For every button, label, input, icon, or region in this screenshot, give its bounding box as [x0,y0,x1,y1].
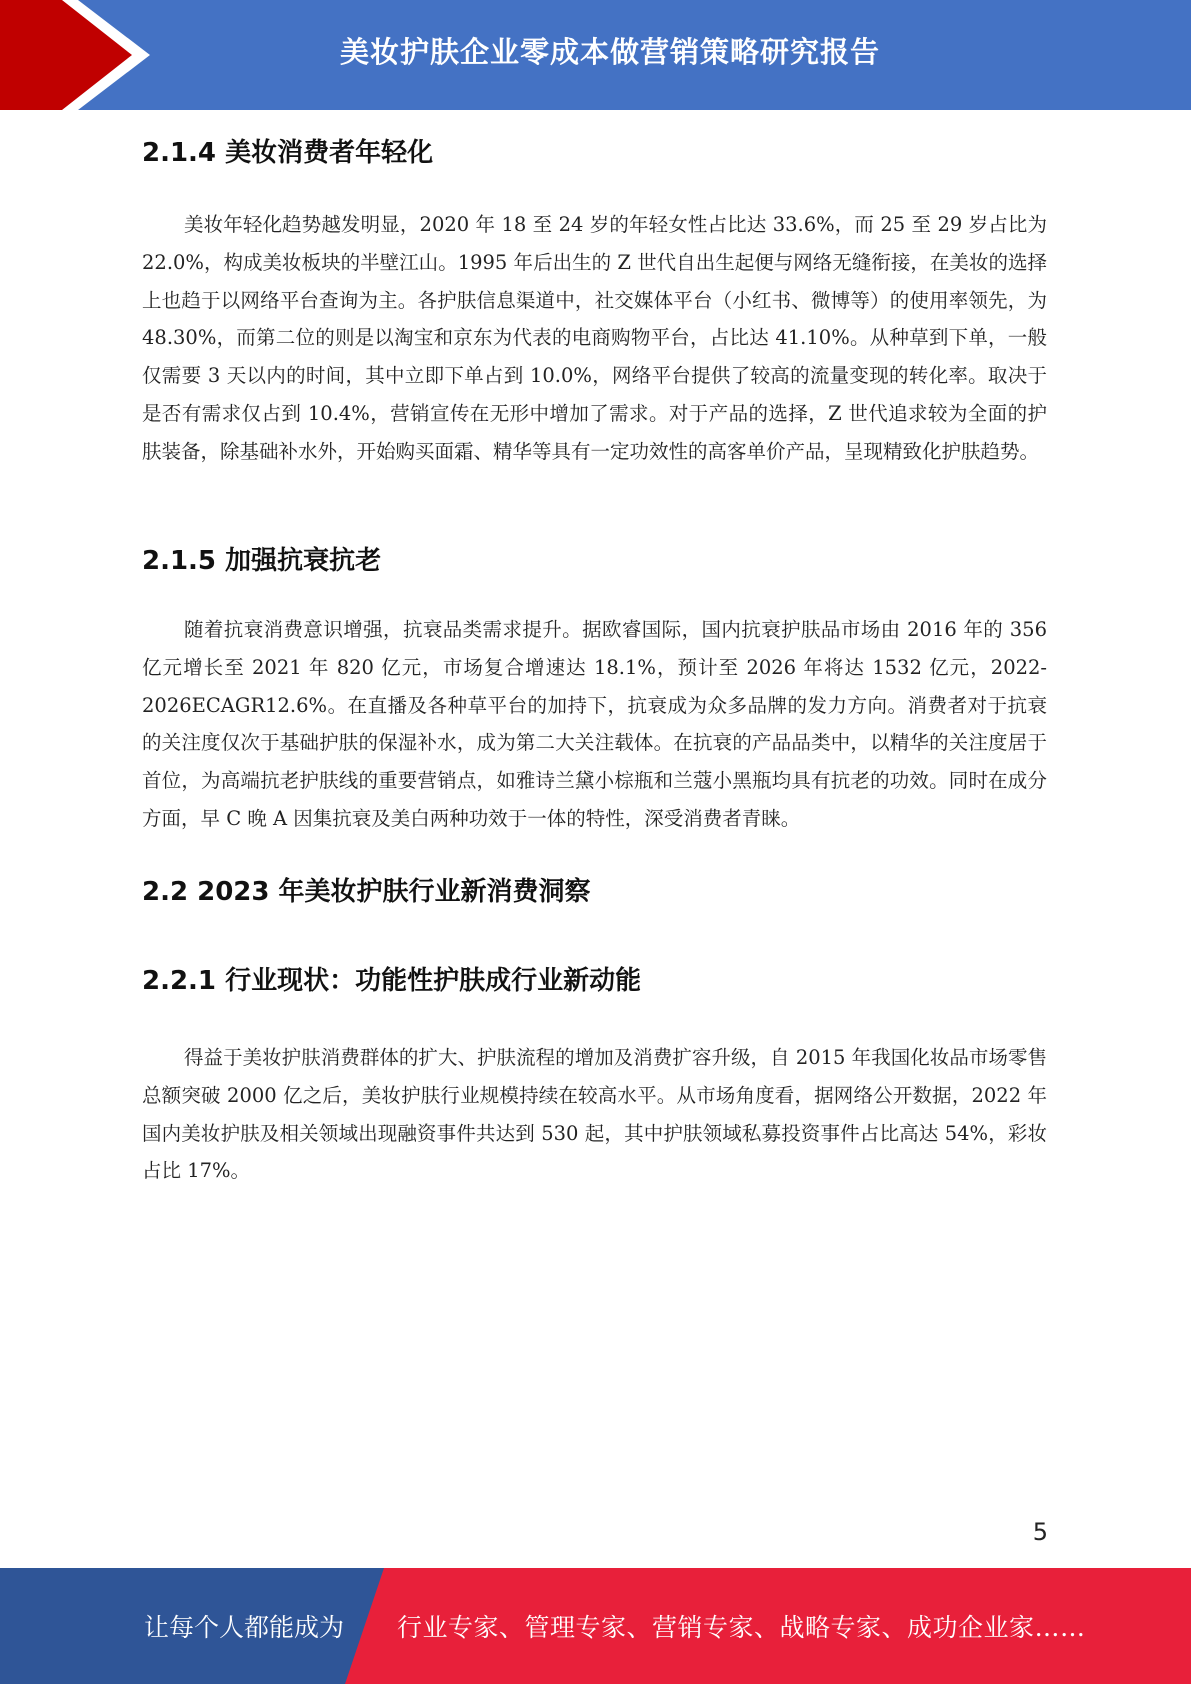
section-paragraph-2-1-5: 随着抗衰消费意识增强，抗衰品类需求提升。据欧睿国际，国内抗衰护肤品市场由 2016 年的 356 亿元增长至 2021 年 820 亿元，市场复合增速达 18.1%，预计至 2026 年将达 1532 亿元，2022-2026ECAGR12.6%。在直播及各种草平台的加持下，抗衰成为众多品牌的发力方向。消费者对于抗衰的关注度仅次于基础护肤的保湿补水，成为第二大关注载体。在抗衰的产品品类中，以精华的关注度居于首位，为高端抗老护肤线的重要营销点，如雅诗兰黛小棕瓶和兰蔻小黑瓶均具有抗老的功效。同时在成分方面，早 C 晚 A 因集抗衰及美白两种功效于一体的特性，深受消费者青睐。 [142,618,1047,830]
page-number: 5 [1032,1518,1048,1546]
page-header [0,0,1191,110]
section-heading-2-2-1: 2.2.1 行业现状：功能性护肤成行业新动能 [142,966,642,996]
page-footer [0,1568,1191,1684]
document-title: 美妆护肤企业零成本做营销策略研究报告 [339,35,880,69]
section-heading-2-2: 2.2 2023 年美妆护肤行业新消费洞察 [142,877,591,907]
footer-slogan-right: 行业专家、管理专家、营销专家、战略专家、成功企业家…… [397,1613,1086,1642]
footer-slogan-left: 让每个人都能成为 [144,1613,345,1642]
section-heading-2-1-4: 2.1.4 美妆消费者年轻化 [142,138,434,168]
section-paragraph-2-1-4: 美妆年轻化趋势越发明显，2020 年 18 至 24 岁的年轻女性占比达 33.6%，而 25 至 29 岁占比为 22.0%，构成美妆板块的半壁江山。1995 年后出生的 Z 世代自出生起便与网络无缝衔接，在美妆的选择上也趋于以网络平台查询为主。各护肤信息渠道中，社交媒体平台（小红书、微博等）的使用率领先，为 48.30%，而第二位的则是以淘宝和京东为代表的电商购物平台，占比达 41.10%。从种草到下单，一般仅需要 3 天以内的时间，其中立即下单占到 10.0%，网络平台提供了较高的流量变现的转化率。取决于是否有需求仅占到 10.4%，营销宣传在无形中增加了需求。对于产品的选择，Z 世代追求较为全面的护肤装备，除基础补水外，开始购买面霜、精华等具有一定功效性的高客单价产品，呈现精致化护肤趋势。 [142,213,1047,463]
section-paragraph-2-2-1: 得益于美妆护肤消费群体的扩大、护肤流程的增加及消费扩容升级，自 2015 年我国化妆品市场零售总额突破 2000 亿之后，美妆护肤行业规模持续在较高水平。从市场角度看，据网络公开数据，2022 年国内美妆护肤及相关领域出现融资事件共达到 530 起，其中护肤领域私募投资事件占比高达 54%，彩妆占比 17%。 [142,1046,1047,1183]
section-heading-2-1-5: 2.1.5 加强抗衰抗老 [142,546,382,576]
